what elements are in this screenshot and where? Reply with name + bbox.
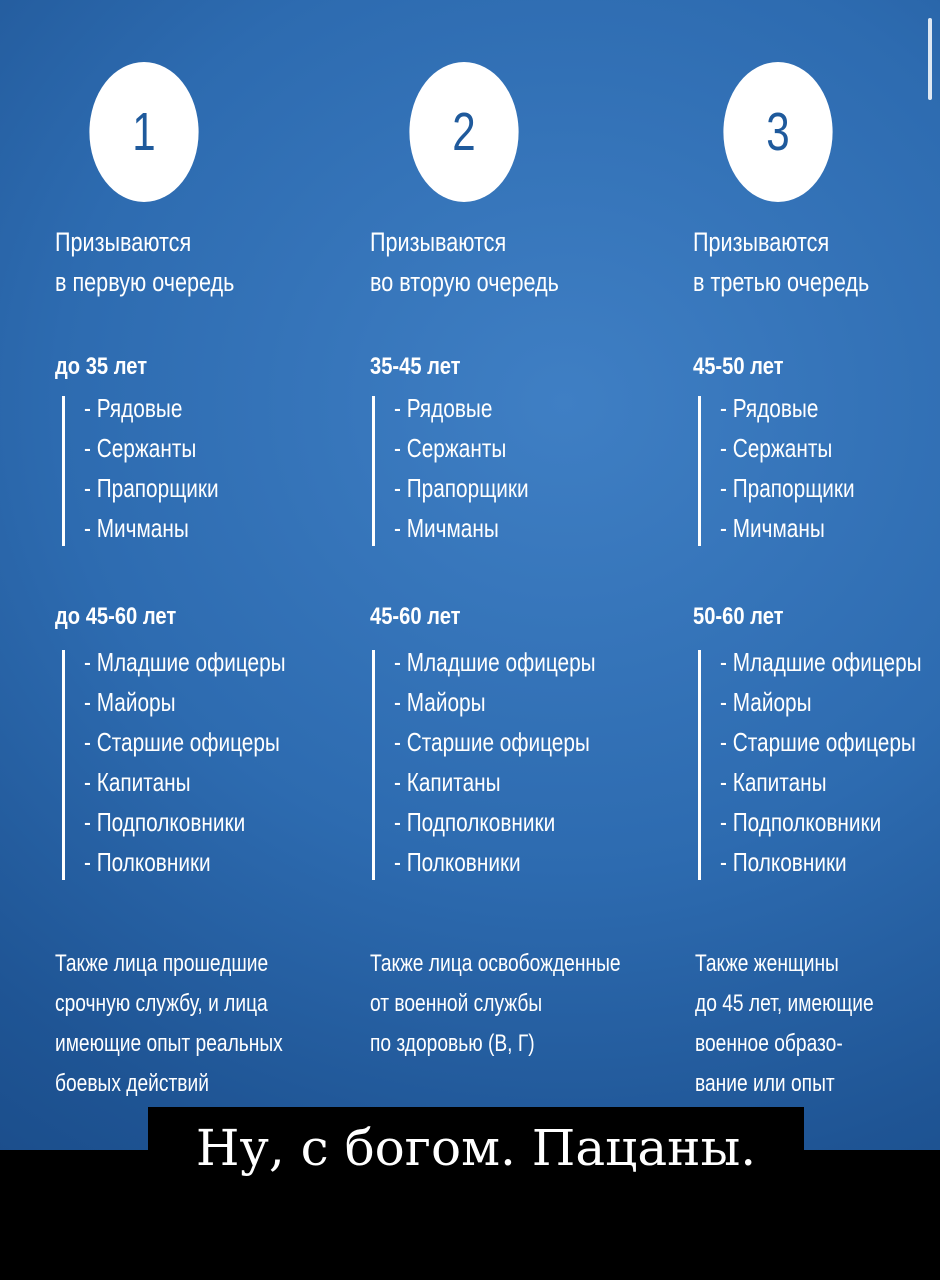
list-item: - Подполковники bbox=[84, 807, 246, 837]
list-item: - Старшие офицеры bbox=[84, 727, 280, 757]
column-2-group2-age: 45-60 лет bbox=[370, 603, 461, 630]
column-1-note-line: Также лица прошедшие bbox=[55, 950, 269, 977]
column-3-note-line: вание или опыт bbox=[695, 1070, 835, 1097]
list-item: - Майоры bbox=[394, 687, 486, 717]
list-bar bbox=[372, 650, 375, 880]
column-2-note-line: по здоровью (В, Г) bbox=[370, 1030, 535, 1057]
list-item: - Майоры bbox=[84, 687, 176, 717]
column-3-group2-age: 50-60 лет bbox=[693, 603, 784, 630]
list-item: - Сержанты bbox=[720, 433, 833, 463]
column-1-group1-age: до 35 лет bbox=[55, 353, 148, 380]
list-item: - Подполковники bbox=[720, 807, 882, 837]
list-item: - Сержанты bbox=[84, 433, 197, 463]
column-1-note-line: имеющие опыт реальных bbox=[55, 1030, 283, 1057]
priority-number-2: 2 bbox=[409, 62, 518, 202]
list-item: - Рядовые bbox=[394, 393, 493, 423]
list-item: - Капитаны bbox=[394, 767, 501, 797]
column-3-group1-age: 45-50 лет bbox=[693, 353, 784, 380]
list-item: - Рядовые bbox=[84, 393, 183, 423]
list-item: - Мичманы bbox=[84, 513, 189, 543]
list-bar bbox=[698, 650, 701, 880]
list-bar bbox=[372, 396, 375, 546]
meme-caption: Ну, с богом. Пацаны. bbox=[148, 1107, 804, 1189]
list-item: - Полковники bbox=[720, 847, 847, 877]
column-2-heading-line1: Призываются bbox=[370, 227, 507, 257]
scroll-indicator bbox=[928, 18, 932, 100]
list-item: - Полковники bbox=[394, 847, 521, 877]
list-item: - Прапорщики bbox=[394, 473, 529, 503]
priority-number-1: 1 bbox=[89, 62, 198, 202]
list-item: - Старшие офицеры bbox=[720, 727, 916, 757]
list-item: - Прапорщики bbox=[720, 473, 855, 503]
column-1-note-line: боевых действий bbox=[55, 1070, 209, 1097]
column-2-heading-line2: во вторую очередь bbox=[370, 267, 559, 297]
column-3-note-line: военное образо- bbox=[695, 1030, 843, 1057]
list-item: - Прапорщики bbox=[84, 473, 219, 503]
list-item: - Подполковники bbox=[394, 807, 556, 837]
column-2-note-line: Также лица освобожденные bbox=[370, 950, 621, 977]
priority-number-3: 3 bbox=[723, 62, 832, 202]
column-1-heading-line2: в первую очередь bbox=[55, 267, 235, 297]
list-item: - Майоры bbox=[720, 687, 812, 717]
list-item: - Младшие офицеры bbox=[394, 647, 596, 677]
list-item: - Мичманы bbox=[720, 513, 825, 543]
column-1-heading-line1: Призываются bbox=[55, 227, 192, 257]
column-3-heading-line1: Призываются bbox=[693, 227, 830, 257]
list-item: - Младшие офицеры bbox=[84, 647, 286, 677]
column-2-note-line: от военной службы bbox=[370, 990, 543, 1017]
column-2-group1-age: 35-45 лет bbox=[370, 353, 461, 380]
list-item: - Капитаны bbox=[84, 767, 191, 797]
list-item: - Рядовые bbox=[720, 393, 819, 423]
column-1-group2-age: до 45-60 лет bbox=[55, 603, 177, 630]
list-bar bbox=[698, 396, 701, 546]
column-1-note-line: срочную службу, и лица bbox=[55, 990, 268, 1017]
column-3-heading-line2: в третью очередь bbox=[693, 267, 870, 297]
list-item: - Мичманы bbox=[394, 513, 499, 543]
list-bar bbox=[62, 396, 65, 546]
column-3-note-line: до 45 лет, имеющие bbox=[695, 990, 874, 1017]
list-item: - Полковники bbox=[84, 847, 211, 877]
list-bar bbox=[62, 650, 65, 880]
list-item: - Старшие офицеры bbox=[394, 727, 590, 757]
column-3-note-line: Также женщины bbox=[695, 950, 839, 977]
list-item: - Младшие офицеры bbox=[720, 647, 922, 677]
list-item: - Сержанты bbox=[394, 433, 507, 463]
list-item: - Капитаны bbox=[720, 767, 827, 797]
